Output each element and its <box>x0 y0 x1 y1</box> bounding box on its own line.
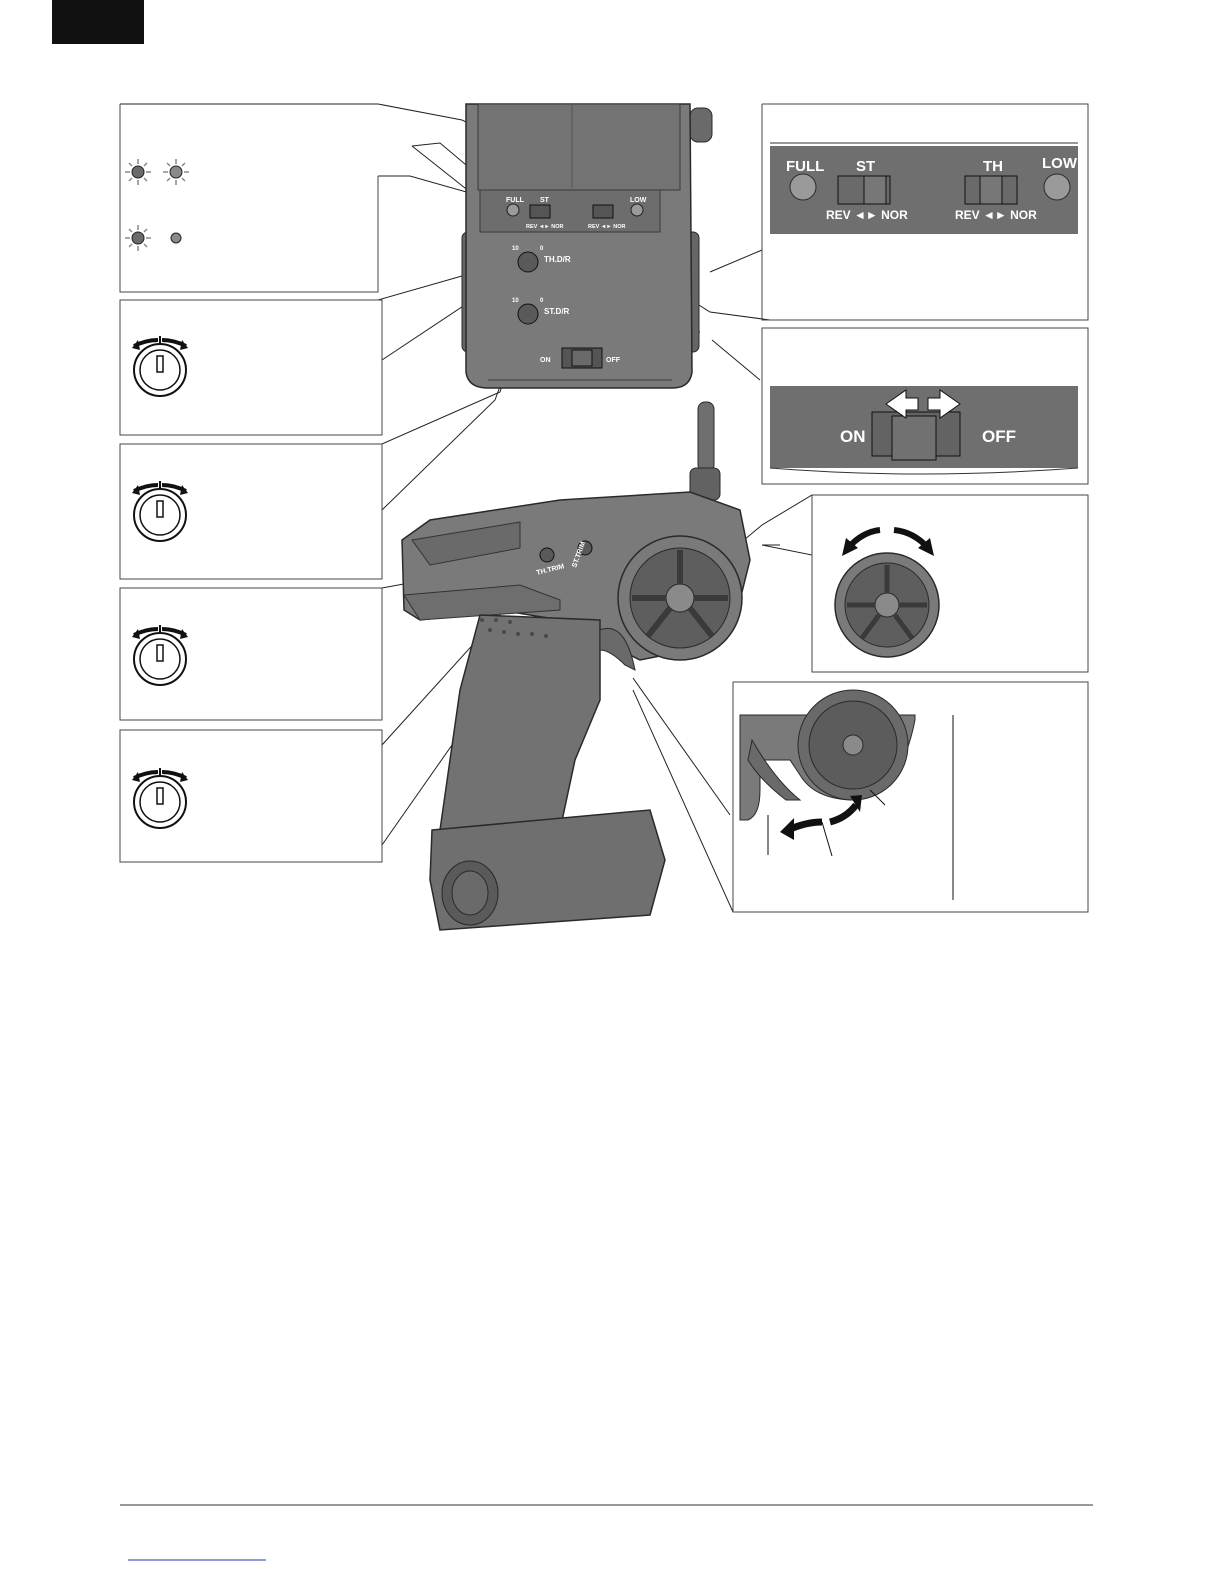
svg-text:OFF: OFF <box>982 427 1016 446</box>
low-led <box>631 204 643 216</box>
svg-text:FULL: FULL <box>506 197 524 204</box>
full-led <box>507 204 519 216</box>
svg-text:FULL: FULL <box>786 158 825 175</box>
switch-panel-callout <box>770 143 1078 234</box>
low-led-large <box>1044 174 1070 200</box>
svg-text:REV ◄► NOR: REV ◄► NOR <box>526 224 564 230</box>
svg-text:ST.D/R: ST.D/R <box>544 307 570 316</box>
svg-text:0: 0 <box>540 246 544 252</box>
svg-text:TH: TH <box>983 158 1003 175</box>
knob-rotate-icon <box>132 336 188 396</box>
th-trim-knob <box>540 548 554 562</box>
svg-text:10: 10 <box>512 298 519 304</box>
svg-text:10: 10 <box>512 246 519 252</box>
transmitter-top-view <box>462 104 712 388</box>
rotate-arrows-icon <box>842 530 934 556</box>
led-indicator-group <box>125 159 189 251</box>
th-dr-dial <box>518 252 538 272</box>
svg-text:ST.TRIM: ST.TRIM <box>571 540 588 569</box>
page-tab <box>52 0 144 44</box>
svg-text:LOW: LOW <box>1042 155 1077 172</box>
led-off-icon <box>171 233 181 243</box>
knob-rotate-icon <box>132 625 188 685</box>
led-flashing-icon <box>163 159 189 185</box>
led-flashing-icon <box>125 159 151 185</box>
trigger-callout <box>740 690 953 900</box>
svg-text:TH.TRIM: TH.TRIM <box>535 563 566 577</box>
knob-rotate-icon <box>132 768 188 828</box>
full-led-large <box>790 174 816 200</box>
svg-text:0: 0 <box>540 298 544 304</box>
svg-text:TH.D/R: TH.D/R <box>544 255 571 264</box>
led-flashing-icon <box>125 225 151 251</box>
knob-rotate-icon <box>132 481 188 541</box>
svg-text:OFF: OFF <box>606 357 620 364</box>
svg-text:REV ◄► NOR: REV ◄► NOR <box>826 208 908 222</box>
svg-text:ON: ON <box>540 357 551 364</box>
svg-text:ON: ON <box>840 427 866 446</box>
power-switch-callout <box>770 386 1078 474</box>
trigger-arrows-icon <box>780 795 862 840</box>
st-dr-dial <box>518 304 538 324</box>
svg-text:REV ◄► NOR: REV ◄► NOR <box>588 224 626 230</box>
svg-text:REV ◄► NOR: REV ◄► NOR <box>955 208 1037 222</box>
steering-wheel-callout <box>835 530 939 657</box>
svg-text:ST: ST <box>856 158 876 175</box>
svg-text:LOW: LOW <box>630 197 647 204</box>
svg-text:ST: ST <box>540 197 549 204</box>
